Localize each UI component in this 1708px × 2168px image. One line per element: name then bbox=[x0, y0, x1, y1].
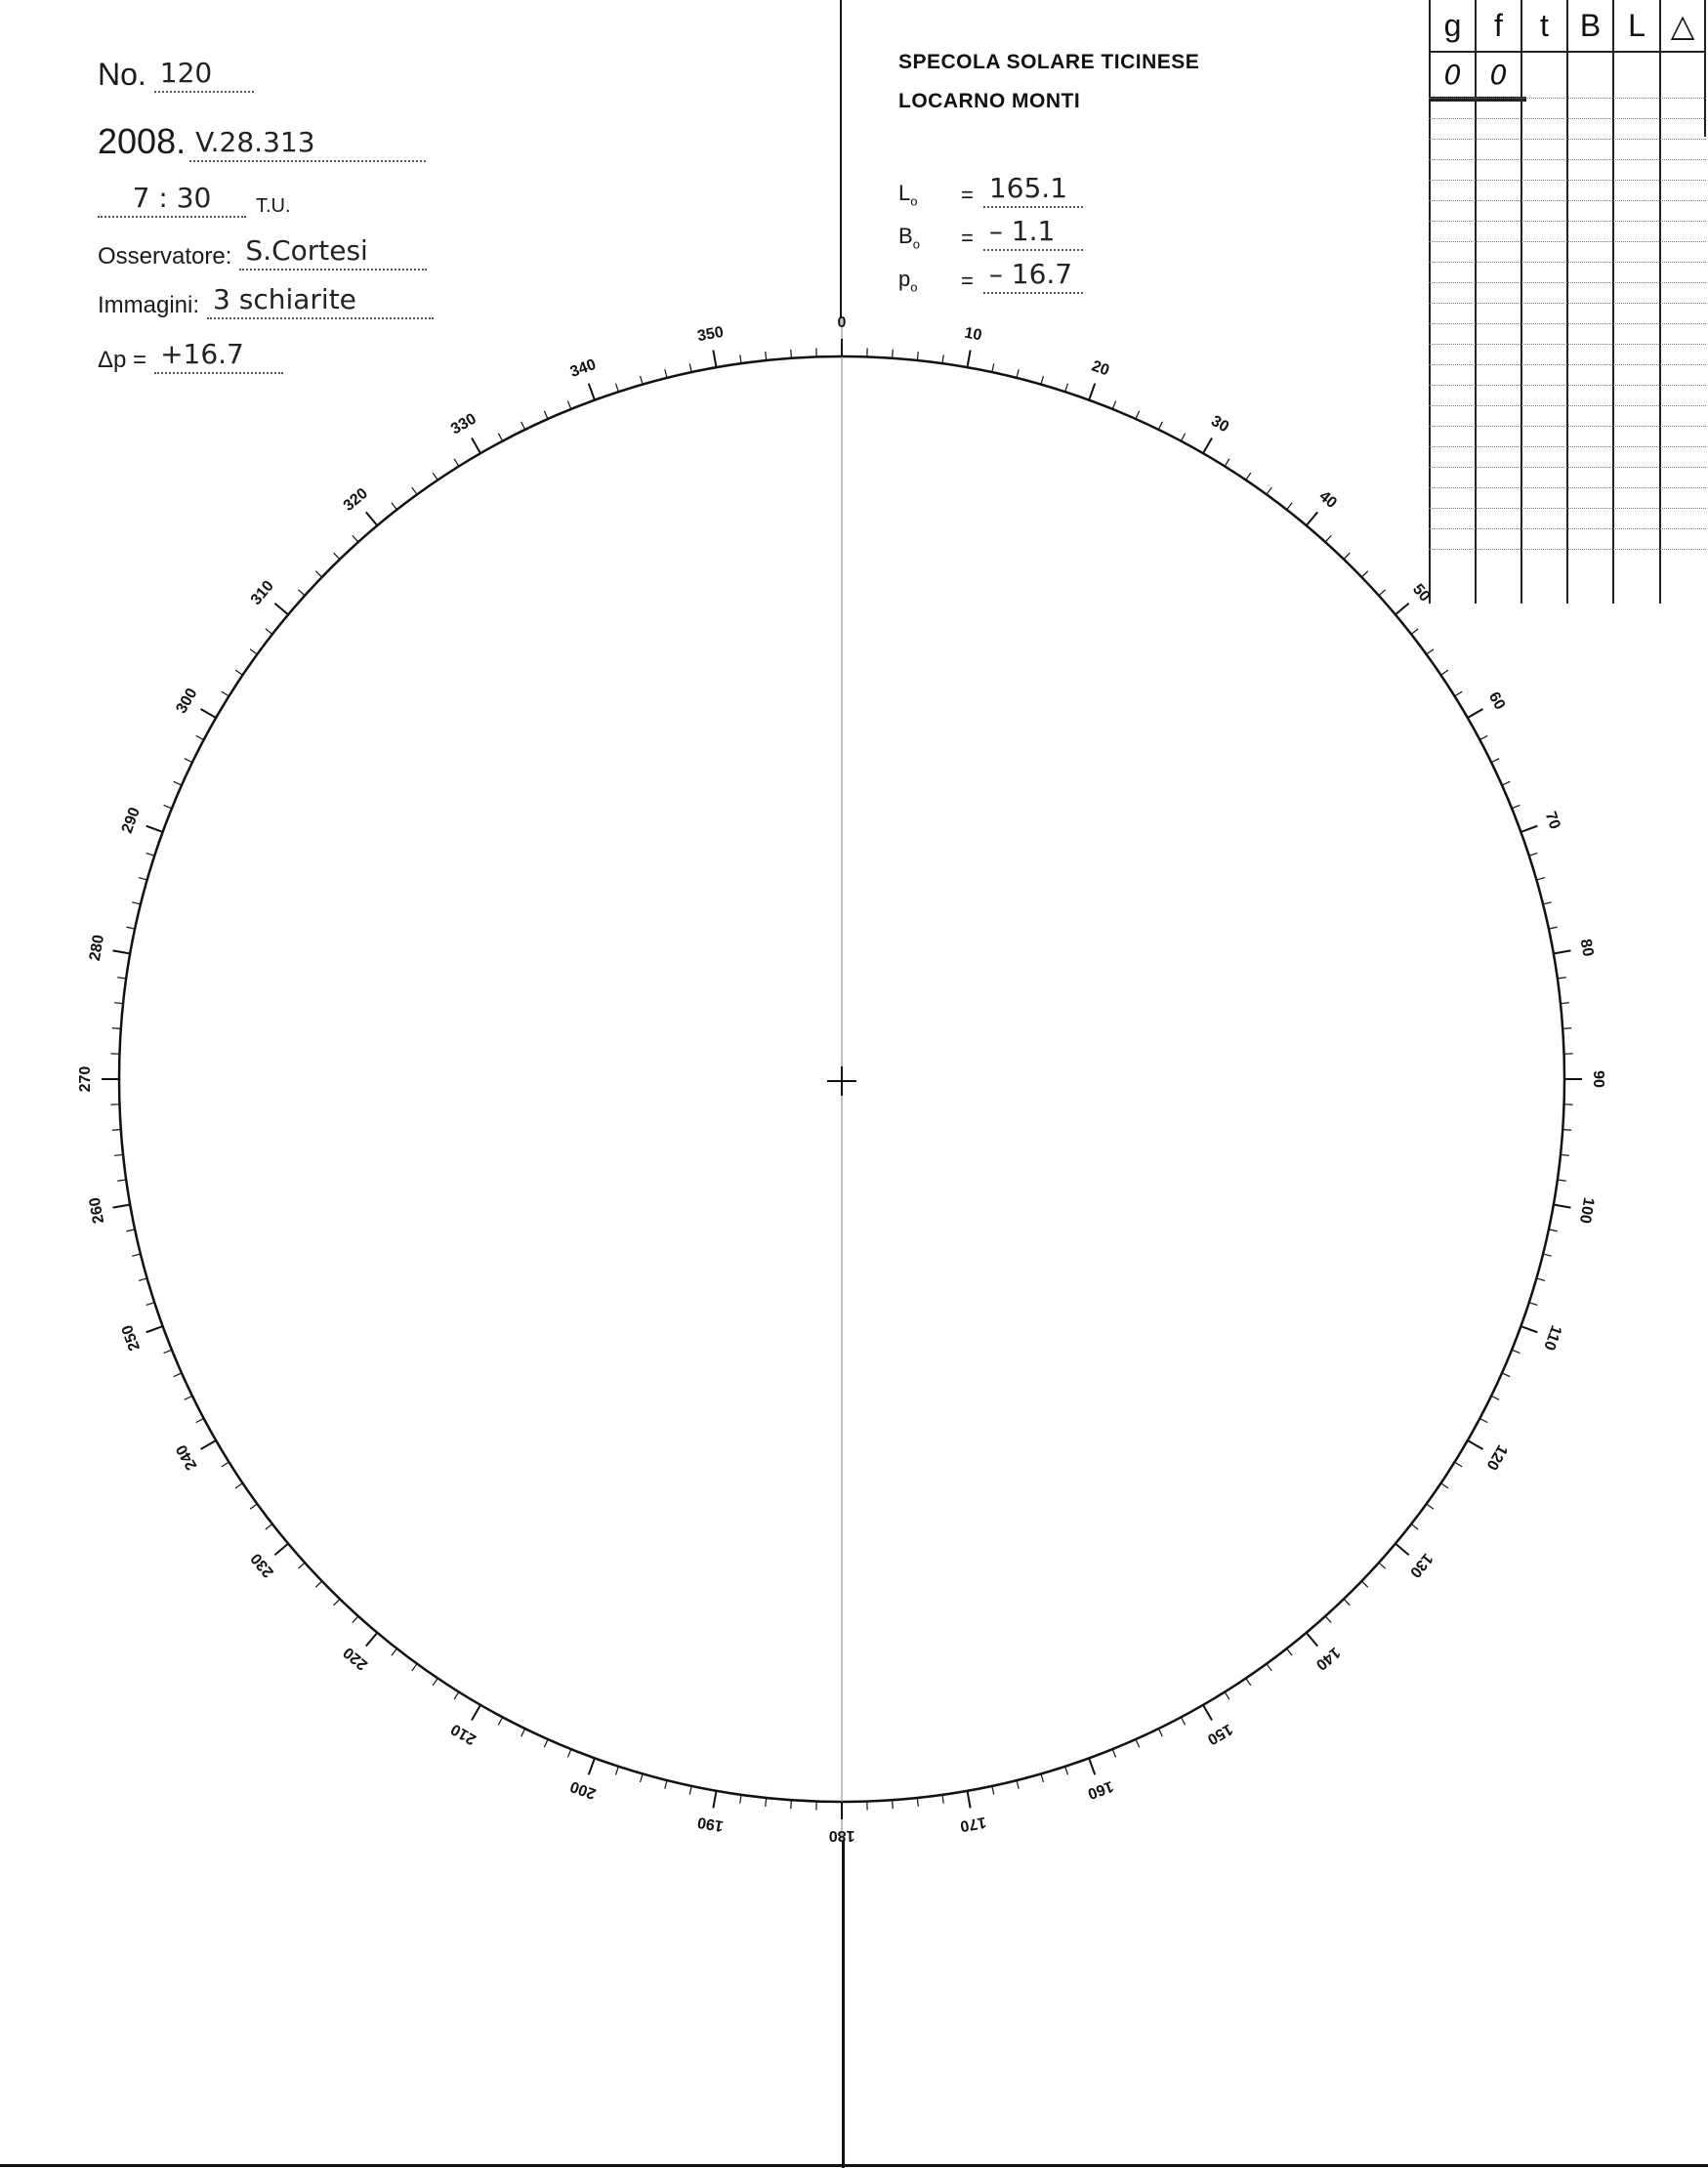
degree-label: 10 bbox=[963, 324, 983, 345]
degree-tick bbox=[1136, 1739, 1140, 1747]
degree-label: 300 bbox=[173, 686, 201, 717]
degree-tick bbox=[1468, 709, 1483, 718]
degree-label: 250 bbox=[118, 1322, 144, 1354]
degree-tick bbox=[266, 629, 272, 635]
degree-tick bbox=[1536, 878, 1545, 880]
degree-tick bbox=[992, 363, 994, 372]
degree-label: 40 bbox=[1315, 487, 1340, 513]
degree-tick bbox=[114, 1003, 123, 1004]
degree-tick bbox=[132, 902, 141, 904]
degree-tick bbox=[146, 854, 155, 856]
degree-tick bbox=[616, 1767, 619, 1775]
degree-tick bbox=[1379, 1563, 1386, 1568]
degree-label: 140 bbox=[1312, 1644, 1344, 1674]
table-header-delta: △ bbox=[1661, 0, 1706, 53]
degree-tick bbox=[112, 1028, 121, 1029]
degree-tick bbox=[1411, 1524, 1418, 1530]
degree-tick bbox=[1246, 473, 1251, 479]
degree-tick bbox=[117, 1180, 126, 1181]
degree-tick bbox=[498, 1717, 502, 1725]
degree-tick bbox=[433, 1678, 437, 1685]
degree-tick bbox=[235, 1483, 242, 1488]
degree-label: 210 bbox=[448, 1720, 479, 1748]
degree-label: 50 bbox=[1408, 581, 1434, 605]
degree-tick bbox=[1558, 1180, 1566, 1181]
date-value[interactable]: V.28.313 bbox=[189, 126, 426, 162]
degree-label: 180 bbox=[828, 1826, 855, 1844]
degree-tick bbox=[1479, 735, 1487, 739]
degree-tick bbox=[1307, 1633, 1318, 1647]
degree-label: 190 bbox=[695, 1813, 726, 1835]
param-L0-symbol: $L_o$ bbox=[898, 180, 918, 208]
degree-tick bbox=[893, 350, 894, 358]
degree-tick bbox=[967, 1791, 970, 1809]
degree-tick bbox=[235, 670, 242, 675]
degree-tick bbox=[1455, 1462, 1463, 1467]
table-cell-f[interactable]: 0 bbox=[1489, 58, 1508, 91]
degree-label: 340 bbox=[567, 355, 599, 381]
degree-tick bbox=[942, 1795, 943, 1804]
degree-label: 60 bbox=[1484, 688, 1509, 713]
degree-label: 330 bbox=[448, 410, 479, 438]
degree-tick bbox=[1089, 384, 1095, 400]
degree-tick bbox=[1440, 1483, 1447, 1488]
param-L0-value[interactable]: 165.1 bbox=[983, 172, 1083, 208]
degree-tick bbox=[1307, 512, 1318, 525]
images-value[interactable]: 3 schiarite bbox=[207, 283, 434, 319]
degree-tick bbox=[1325, 1616, 1331, 1623]
degree-tick bbox=[1455, 691, 1463, 696]
table-header-L: L bbox=[1614, 0, 1661, 53]
degree-tick bbox=[412, 487, 417, 494]
degree-tick bbox=[196, 735, 204, 739]
time-unit: T.U. bbox=[256, 195, 291, 217]
degree-tick bbox=[1543, 902, 1552, 904]
table-header-t: t bbox=[1522, 0, 1568, 53]
degree-tick bbox=[1529, 1303, 1538, 1306]
degree-tick bbox=[1112, 401, 1115, 409]
degree-tick bbox=[1287, 1648, 1293, 1655]
degree-tick bbox=[689, 363, 691, 372]
degree-label: 30 bbox=[1208, 412, 1232, 437]
institute-name: SPECOLA SOLARE TICINESE bbox=[898, 51, 1200, 73]
degree-tick bbox=[992, 1786, 994, 1795]
degree-tick bbox=[392, 503, 397, 510]
degree-tick bbox=[1491, 1396, 1499, 1399]
degree-tick bbox=[196, 1418, 204, 1422]
degree-tick bbox=[454, 1692, 459, 1700]
degree-tick bbox=[274, 1544, 288, 1556]
degree-label: 160 bbox=[1085, 1777, 1116, 1803]
degree-tick bbox=[146, 1303, 155, 1306]
degree-tick bbox=[201, 1440, 217, 1449]
degree-tick bbox=[1521, 1326, 1537, 1332]
degree-tick bbox=[366, 512, 378, 525]
degree-tick bbox=[1158, 1729, 1162, 1736]
param-B0-value[interactable]: – 1.1 bbox=[983, 215, 1083, 251]
param-equals: = bbox=[961, 226, 974, 250]
degree-tick bbox=[1554, 1204, 1571, 1207]
degree-tick bbox=[1396, 604, 1409, 615]
degree-tick bbox=[126, 1230, 135, 1231]
degree-tick bbox=[222, 1462, 229, 1467]
degree-tick bbox=[353, 535, 358, 542]
degree-tick bbox=[641, 1773, 643, 1782]
degree-tick bbox=[1203, 438, 1212, 454]
degree-tick bbox=[641, 376, 643, 385]
degree-tick bbox=[112, 1130, 121, 1131]
degree-tick bbox=[1440, 670, 1447, 675]
degree-tick bbox=[185, 759, 192, 763]
degree-tick bbox=[665, 369, 667, 378]
degree-tick bbox=[1041, 376, 1043, 385]
degree-tick bbox=[1112, 1749, 1115, 1757]
degree-tick bbox=[1529, 854, 1538, 856]
degree-tick bbox=[472, 438, 480, 454]
degree-tick bbox=[222, 691, 229, 696]
number-value[interactable]: 120 bbox=[154, 57, 254, 93]
images-label: Immagini: bbox=[98, 292, 200, 318]
degree-tick bbox=[334, 553, 340, 559]
degree-tick bbox=[1089, 1758, 1095, 1774]
degree-label: 350 bbox=[695, 323, 726, 346]
degree-tick bbox=[164, 805, 172, 808]
degree-tick bbox=[114, 1154, 123, 1155]
degree-tick bbox=[544, 411, 548, 419]
degree-tick bbox=[274, 604, 288, 615]
degree-tick bbox=[146, 826, 163, 832]
degree-tick bbox=[1225, 1692, 1229, 1700]
degree-label: 100 bbox=[1575, 1195, 1598, 1226]
degree-tick bbox=[589, 384, 595, 400]
degree-tick bbox=[113, 950, 131, 953]
degree-tick bbox=[1017, 1780, 1019, 1789]
degree-tick bbox=[967, 351, 970, 368]
degree-tick bbox=[1325, 535, 1331, 542]
degree-tick bbox=[1136, 411, 1140, 419]
degree-label: 90 bbox=[1589, 1070, 1606, 1088]
degree-tick bbox=[146, 1326, 163, 1332]
degree-tick bbox=[174, 1373, 182, 1377]
degree-tick bbox=[544, 1739, 548, 1747]
degree-label: 310 bbox=[247, 577, 277, 609]
degree-tick bbox=[740, 354, 741, 363]
degree-label: 110 bbox=[1540, 1322, 1564, 1353]
table-header-g: g bbox=[1431, 0, 1477, 53]
degree-tick bbox=[298, 590, 305, 596]
degree-tick bbox=[498, 434, 502, 441]
delta-p-label: Δp = bbox=[98, 347, 147, 373]
degree-tick bbox=[126, 927, 135, 929]
degree-label: 70 bbox=[1541, 809, 1563, 832]
degree-tick bbox=[1181, 434, 1185, 441]
degree-tick bbox=[1181, 1717, 1185, 1725]
degree-tick bbox=[1225, 459, 1229, 467]
degree-tick bbox=[433, 473, 437, 479]
degree-label: 320 bbox=[340, 484, 372, 515]
degree-tick bbox=[113, 1204, 131, 1207]
degree-tick bbox=[1427, 649, 1434, 654]
degree-tick bbox=[1468, 1440, 1483, 1449]
degree-tick bbox=[164, 1350, 172, 1353]
degree-tick bbox=[1203, 1705, 1212, 1721]
degree-label: 260 bbox=[86, 1195, 108, 1226]
degree-tick bbox=[740, 1795, 741, 1804]
degree-tick bbox=[1267, 1664, 1271, 1671]
degree-tick bbox=[917, 1798, 918, 1807]
degree-tick bbox=[334, 1599, 340, 1605]
degree-tick bbox=[766, 1798, 767, 1807]
degree-tick bbox=[1065, 384, 1068, 393]
degree-tick bbox=[266, 1524, 272, 1530]
degree-label: 290 bbox=[118, 805, 144, 836]
degree-label: 270 bbox=[77, 1065, 95, 1093]
degree-label: 240 bbox=[173, 1441, 201, 1473]
degree-tick bbox=[1158, 422, 1162, 430]
observer-label: Osservatore: bbox=[98, 243, 232, 270]
table-header-f: f bbox=[1477, 0, 1522, 53]
degree-tick bbox=[1479, 1418, 1487, 1422]
degree-tick bbox=[366, 1633, 378, 1647]
degree-tick bbox=[1491, 759, 1499, 763]
param-p0-symbol: $p_o$ bbox=[898, 266, 918, 294]
degree-tick bbox=[1549, 1230, 1558, 1231]
degree-tick bbox=[1512, 805, 1520, 808]
degree-tick bbox=[1561, 1003, 1569, 1004]
degree-tick bbox=[454, 459, 459, 467]
degree-tick bbox=[713, 1791, 716, 1809]
degree-tick bbox=[298, 1563, 305, 1568]
degree-tick bbox=[1562, 1028, 1571, 1029]
institute-location: LOCARNO MONTI bbox=[898, 90, 1081, 112]
degree-label: 0 bbox=[837, 314, 847, 332]
degree-tick bbox=[1017, 369, 1019, 378]
degree-tick bbox=[893, 1800, 894, 1809]
degree-tick bbox=[1549, 927, 1558, 929]
degree-tick bbox=[521, 422, 525, 430]
degree-label: 120 bbox=[1482, 1441, 1511, 1473]
param-equals: = bbox=[961, 183, 974, 207]
degree-tick bbox=[1536, 1278, 1545, 1280]
degree-tick bbox=[1554, 950, 1571, 953]
degree-tick bbox=[567, 401, 570, 409]
degree-tick bbox=[185, 1396, 192, 1399]
delta-p-value[interactable]: +16.7 bbox=[154, 338, 283, 374]
degree-tick bbox=[689, 1786, 691, 1795]
number-label: No. bbox=[98, 57, 146, 92]
degree-tick bbox=[1041, 1773, 1043, 1782]
degree-tick bbox=[315, 571, 321, 577]
degree-tick bbox=[392, 1648, 397, 1655]
degree-tick bbox=[1361, 1581, 1367, 1587]
degree-tick bbox=[1411, 629, 1418, 635]
degree-tick bbox=[353, 1616, 358, 1623]
degree-tick bbox=[1344, 553, 1350, 559]
degree-tick bbox=[791, 1800, 792, 1809]
degree-tick bbox=[1361, 571, 1367, 577]
degree-label: 80 bbox=[1576, 938, 1597, 958]
degree-tick bbox=[917, 352, 918, 360]
degree-tick bbox=[201, 709, 217, 718]
degree-tick bbox=[117, 978, 126, 979]
degree-tick bbox=[139, 878, 147, 880]
degree-label: 220 bbox=[340, 1644, 372, 1674]
degree-tick bbox=[665, 1780, 667, 1789]
degree-label: 230 bbox=[247, 1549, 277, 1581]
degree-tick bbox=[250, 649, 257, 654]
param-B0-symbol: $B_o$ bbox=[898, 223, 920, 251]
degree-label: 130 bbox=[1406, 1549, 1437, 1581]
degree-tick bbox=[791, 350, 792, 358]
degree-tick bbox=[139, 1278, 147, 1280]
degree-tick bbox=[1502, 1373, 1510, 1377]
degree-tick bbox=[174, 781, 182, 785]
degree-tick bbox=[1512, 1350, 1520, 1353]
degree-tick bbox=[766, 352, 767, 360]
degree-tick bbox=[1246, 1678, 1251, 1685]
degree-label: 200 bbox=[567, 1777, 599, 1803]
table-header-B: B bbox=[1568, 0, 1614, 53]
degree-tick bbox=[315, 1581, 321, 1587]
degree-tick bbox=[521, 1729, 525, 1736]
table-cell-g[interactable]: 0 bbox=[1443, 58, 1462, 91]
degree-tick bbox=[942, 354, 943, 363]
degree-tick bbox=[472, 1705, 480, 1721]
degree-tick bbox=[1065, 1767, 1068, 1775]
param-equals: = bbox=[961, 269, 974, 293]
degree-tick bbox=[1267, 487, 1271, 494]
degree-label: 280 bbox=[86, 933, 108, 963]
degree-tick bbox=[567, 1749, 570, 1757]
degree-tick bbox=[589, 1758, 595, 1774]
time-value[interactable]: 7 : 30 bbox=[98, 182, 246, 218]
degree-label: 170 bbox=[958, 1813, 988, 1835]
degree-tick bbox=[1379, 590, 1386, 596]
degree-label: 150 bbox=[1204, 1720, 1235, 1748]
degree-tick bbox=[1396, 1544, 1409, 1556]
date-printed: 2008. bbox=[98, 121, 187, 161]
degree-tick bbox=[1344, 1599, 1350, 1605]
param-p0-value[interactable]: – 16.7 bbox=[983, 258, 1083, 294]
degree-tick bbox=[616, 384, 619, 393]
degree-tick bbox=[1543, 1254, 1552, 1256]
degree-tick bbox=[713, 351, 716, 368]
degree-tick bbox=[1561, 1154, 1569, 1155]
degree-tick bbox=[1502, 781, 1510, 785]
degree-tick bbox=[1287, 503, 1293, 510]
degree-label: 20 bbox=[1089, 357, 1112, 380]
degree-tick bbox=[1562, 1130, 1571, 1131]
degree-tick bbox=[1558, 978, 1566, 979]
degree-tick bbox=[1521, 826, 1537, 832]
degree-tick bbox=[1427, 1504, 1434, 1509]
degree-tick bbox=[132, 1254, 141, 1256]
observer-value[interactable]: S.Cortesi bbox=[239, 234, 427, 271]
degree-tick bbox=[250, 1504, 257, 1509]
degree-tick bbox=[412, 1664, 417, 1671]
